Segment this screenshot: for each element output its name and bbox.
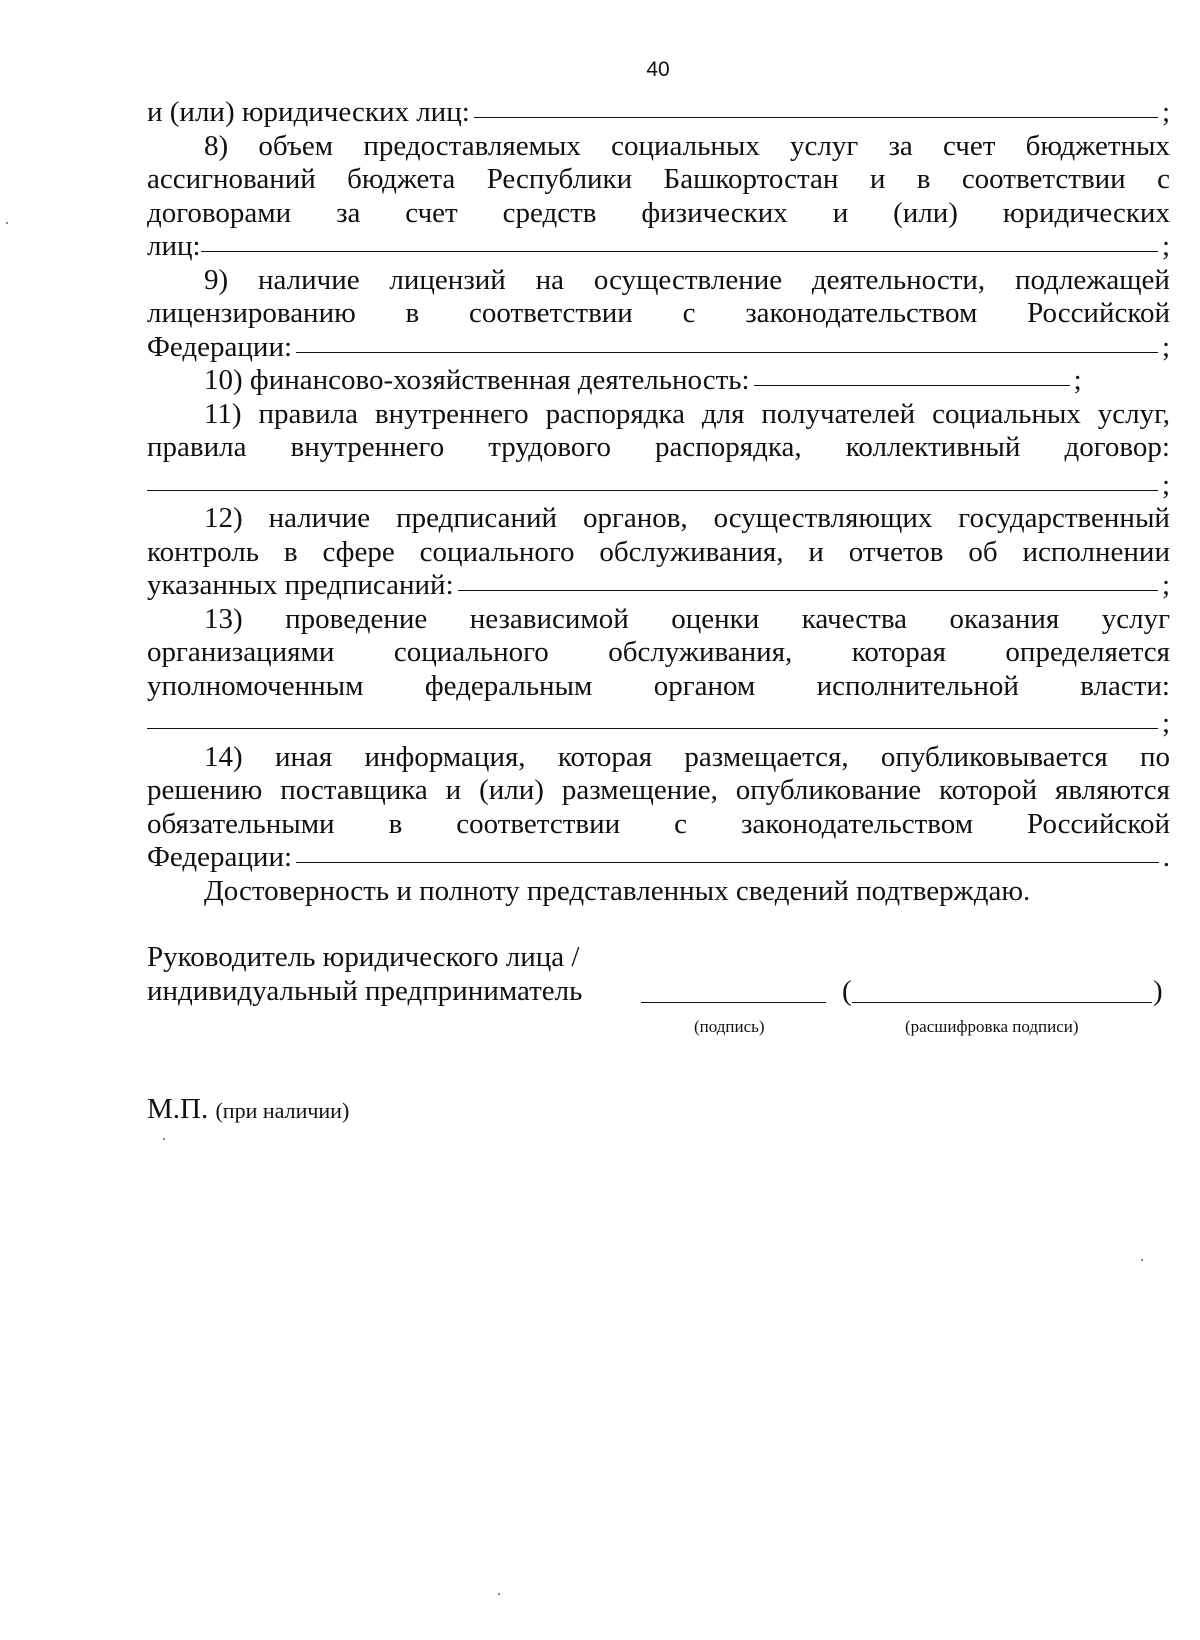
word: опубликовывается — [880, 740, 1108, 773]
word: социального — [393, 636, 549, 668]
item-9-line-1 — [147, 264, 1170, 298]
word: органов, — [582, 502, 688, 534]
item-14-line-4: Федерации: . — [147, 841, 1170, 873]
word: сфере — [322, 535, 395, 568]
word: которая — [851, 636, 946, 668]
word: юридических — [1002, 196, 1170, 229]
word: распорядка, — [655, 431, 802, 463]
item-10-label: 10) финансово-хозяйственная деятельность: — [204, 364, 750, 396]
word: федеральным — [424, 669, 593, 702]
word: размещается, — [684, 740, 849, 773]
item-9-label: Федерации: — [147, 330, 293, 363]
word: социального — [419, 535, 575, 568]
word: и — [808, 535, 824, 568]
item-14-field[interactable] — [296, 862, 1159, 863]
scan-speck — [163, 1138, 165, 1140]
word: лицензий — [389, 263, 506, 296]
word: лицензированию — [147, 297, 356, 329]
word: проведение — [285, 602, 428, 635]
form-body — [147, 96, 1170, 908]
word: социальных — [611, 129, 760, 162]
word: коллективный — [845, 431, 1021, 463]
word: правила — [147, 431, 247, 463]
word: 14) — [204, 740, 243, 773]
word: отчетов — [848, 535, 944, 568]
word: размещение, — [561, 774, 718, 806]
item-9-line-2 — [147, 297, 1170, 331]
word: осуществляющих — [713, 502, 933, 534]
word: предписаний — [396, 502, 558, 534]
word: за — [888, 129, 913, 162]
item-11-field[interactable] — [147, 462, 1158, 491]
scan-speck — [498, 1593, 500, 1595]
word: органом — [653, 669, 756, 702]
word: услуг, — [1097, 397, 1170, 430]
item-8-line-2 — [147, 163, 1170, 197]
word: предоставляемых — [363, 129, 581, 162]
word: поставщика — [280, 774, 428, 806]
word: объем — [258, 129, 334, 162]
word: (или) — [893, 196, 958, 229]
word: счет — [405, 196, 458, 229]
word: договор: — [1064, 431, 1170, 463]
word: соответствии — [456, 807, 621, 840]
legal-entities-line: и (или) юридических лиц: ; — [147, 96, 1170, 128]
word: и — [869, 163, 886, 195]
word: с — [682, 297, 696, 329]
word: средств — [502, 196, 597, 229]
word: 9) — [204, 263, 229, 296]
stamp-note: (при наличии) — [215, 1098, 350, 1123]
word: государственный — [958, 502, 1170, 534]
word: Республики — [486, 163, 633, 195]
word: обслуживания, — [599, 535, 784, 568]
item-8-line-3 — [147, 197, 1170, 231]
item-8-field[interactable] — [201, 251, 1158, 252]
word: определяется — [1005, 636, 1170, 668]
item-14-line-1 — [147, 741, 1170, 775]
word: являются — [1055, 774, 1170, 806]
word: законодательством — [745, 297, 978, 329]
item-13-line-1 — [147, 603, 1170, 637]
word: осуществление — [593, 263, 783, 296]
word: трудового — [488, 431, 611, 463]
word: качества — [801, 602, 908, 635]
word: получателей — [761, 397, 916, 430]
item-13-line-3 — [147, 670, 1170, 704]
legal-entities-label: и (или) юридических лиц: — [147, 96, 470, 128]
word: на — [535, 263, 565, 296]
scan-speck — [1141, 1259, 1143, 1261]
word: Российской — [1027, 297, 1170, 329]
page-number: 40 — [646, 58, 670, 81]
word: об — [968, 535, 998, 568]
word: исполнении — [1022, 535, 1170, 568]
word: деятельности, — [811, 263, 986, 296]
word: с — [1157, 163, 1170, 195]
item-9-field[interactable] — [296, 352, 1158, 353]
word: социальных — [932, 397, 1081, 430]
word: 11) — [204, 397, 242, 430]
word: распорядка — [545, 397, 685, 430]
word: независимой — [469, 602, 629, 635]
item-12-label: указанных предписаний: — [147, 569, 454, 601]
word: соответствии — [961, 163, 1126, 195]
word: с — [674, 807, 687, 840]
word: физических — [641, 196, 788, 229]
word: внутреннего — [374, 397, 529, 430]
item-11-line-3: ; — [147, 465, 1170, 503]
word: информация, — [364, 740, 526, 773]
word: (или) — [479, 774, 544, 806]
item-8-line-4: лиц: ; — [147, 230, 1170, 262]
scan-speck — [6, 222, 8, 224]
legal-entities-field[interactable] — [474, 117, 1158, 118]
word: бюджета — [347, 163, 456, 195]
word: обязательными — [147, 807, 335, 840]
word: и — [832, 196, 849, 229]
item-12-line-1 — [147, 502, 1170, 536]
word: Российской — [1027, 807, 1170, 840]
item-14-line-3 — [147, 808, 1170, 842]
word: правила — [258, 397, 358, 430]
confirmation-line — [147, 875, 1170, 909]
item-10-line: 10) финансово-хозяйственная деятельность: ; — [204, 364, 1082, 396]
word: услуг — [1101, 602, 1170, 635]
item-14-line-2 — [147, 774, 1170, 808]
word: внутреннего — [290, 431, 445, 463]
word: оказания — [949, 602, 1060, 635]
word: в — [388, 807, 403, 840]
word: договорами — [147, 196, 292, 229]
confirmation-text: Достоверность и полноту представленных сведений подтверждаю. — [204, 874, 1031, 907]
word: иная — [274, 740, 333, 773]
word: бюджетных — [1025, 129, 1170, 162]
word: которая — [557, 740, 653, 773]
item-11-line-1 — [147, 398, 1170, 432]
item-9-line-3: Федерации: ; — [147, 330, 1170, 363]
item-13-line-2 — [147, 636, 1170, 670]
decoding-caption: (расшифровка подписи) — [905, 1017, 1079, 1036]
item-11-line-2 — [147, 431, 1170, 465]
word: наличие — [268, 502, 371, 534]
word: которой — [939, 774, 1038, 806]
signature-field[interactable] — [641, 1002, 826, 1003]
word: в — [916, 163, 931, 195]
signer-role-line-2: индивидуальный предприниматель — [147, 975, 583, 1007]
word: счет — [942, 129, 996, 162]
signature-block — [147, 940, 1170, 1036]
signature-caption: (подпись) — [694, 1017, 765, 1036]
word: оценки — [671, 602, 760, 635]
word: ассигнований — [147, 163, 316, 195]
word: обслуживания, — [608, 636, 793, 668]
item-12-line-2 — [147, 536, 1170, 570]
close-paren: ) — [1153, 975, 1163, 1007]
stamp-place — [147, 1093, 349, 1126]
word: по — [1139, 740, 1170, 773]
signature-decoding-field[interactable] — [852, 1002, 1152, 1003]
word: услуг — [790, 129, 859, 162]
word: исполнительной — [816, 669, 1019, 702]
word: для — [701, 397, 745, 430]
word: соответствии — [468, 297, 633, 329]
word: в — [283, 535, 298, 568]
stamp-label: М.П. — [147, 1093, 209, 1125]
word: законодательством — [740, 807, 974, 840]
word: уполномоченным — [147, 669, 364, 702]
word: контроль — [147, 535, 259, 568]
word: 12) — [204, 502, 243, 534]
item-8-line-1 — [147, 130, 1170, 164]
signer-role-line-1: Руководитель юридического лица / — [147, 941, 580, 973]
word: решению — [147, 774, 263, 806]
word: в — [405, 297, 420, 329]
item-8-label: лиц: — [147, 230, 201, 262]
word: организациями — [147, 636, 335, 668]
word: за — [336, 196, 361, 229]
word: опубликование — [735, 774, 922, 806]
open-paren: ( — [842, 975, 852, 1007]
item-10-field[interactable] — [754, 385, 1070, 386]
item-14-label: Федерации: — [147, 841, 293, 873]
word: подлежащей — [1015, 263, 1170, 296]
word: Башкортостан — [663, 163, 839, 195]
word: 8) — [204, 129, 229, 162]
item-13-line-4: ; — [147, 703, 1170, 741]
item-12-line-3: указанных предписаний: ; — [147, 569, 1170, 601]
word: власти: — [1080, 669, 1170, 702]
word: наличие — [257, 263, 360, 296]
word: 13) — [204, 602, 243, 635]
word: и — [445, 774, 462, 806]
item-12-field[interactable] — [458, 590, 1158, 591]
item-13-field[interactable] — [147, 700, 1158, 729]
